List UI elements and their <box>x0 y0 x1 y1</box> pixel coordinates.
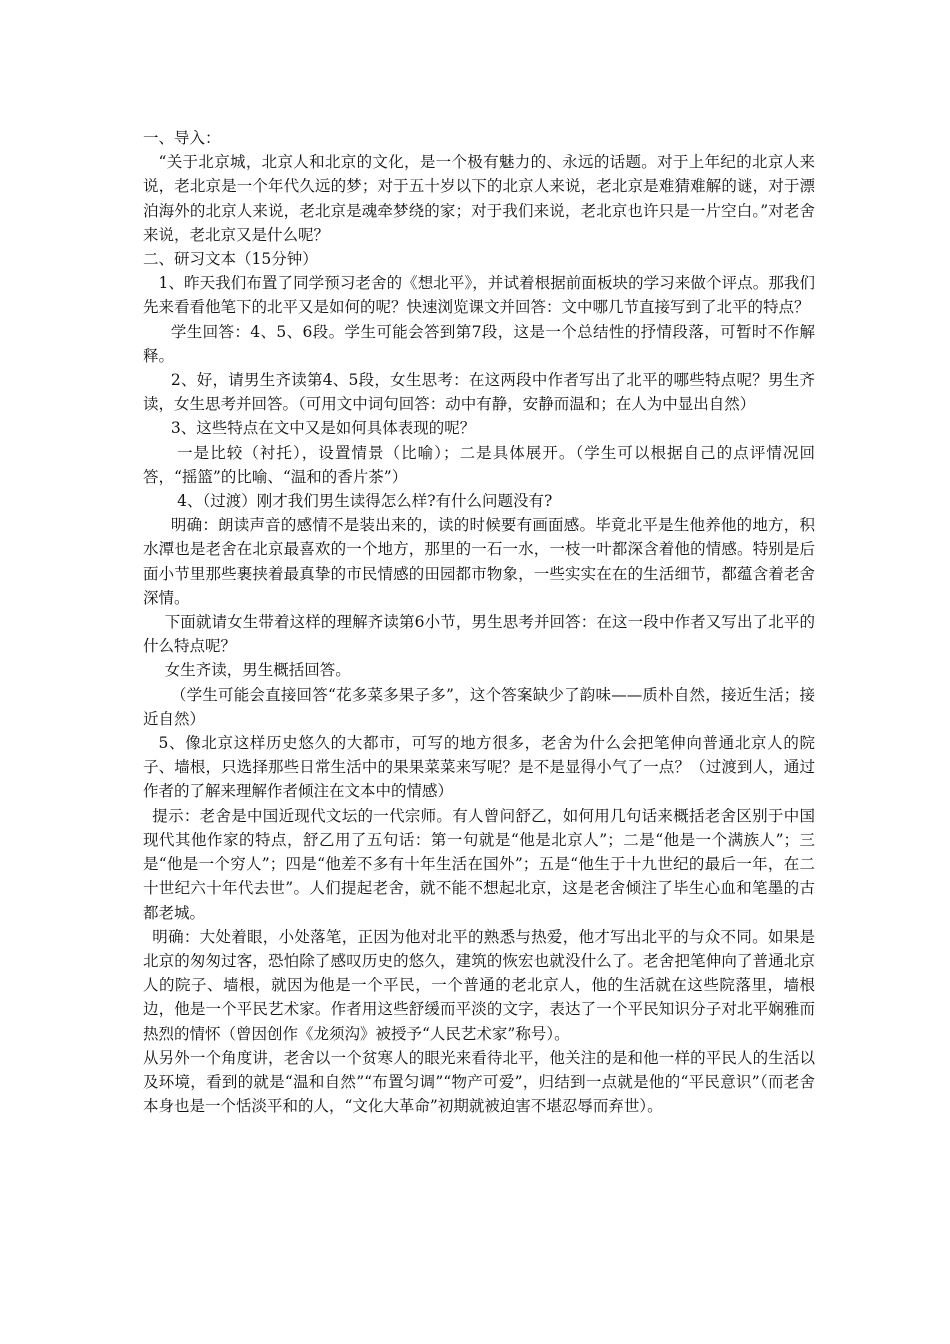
document-body <box>143 126 815 1118</box>
paragraph-student-answer: 学生回答：4、5、6段。学生可能会答到第7段，这是一个总结性的抒情段落，可暂时不作解释。 <box>143 322 815 365</box>
paragraph-quote: “关于北京城，北京人和北京的文化，是一个极有魅力的、永远的话题。对于上年纪的北京人来说，老北京是一个年代久远的梦；对于五十岁以下的北京人来说，老北京是难猜难解的谜，对于漂泊海外的北京人来说，老北京是魂牵梦绕的家；对于我们来说，老北京也许只是一片空白。”对老舍来说，老北京又是什么呢？ <box>143 153 815 244</box>
paragraph-step-3: 3、这些特点在文中又是如何具体表现的呢？ <box>170 419 476 438</box>
paragraph-comparison: 一是比较（衬托），设置情景（比喻）；二是具体展开。（学生可以根据自己的点评情况回答，“摇篮”的比喻、“温和的香片茶”） <box>143 443 815 486</box>
paragraph-girls-answer: 女生齐读，男生概括回答。 <box>164 661 351 680</box>
paragraph-step-4: 4、（过渡）刚才我们男生读得怎么样?有什么问题没有? <box>177 492 553 511</box>
paragraph-step-1: 1、昨天我们布置了同学预习老舍的《想北平》，并试着根据前面板块的学习来做个评点。那我们先来看看他笔下的北平又是如何的呢？快速浏览课文并回答：文中哪几节直接写到了北平的特点？ <box>143 274 815 317</box>
paragraph-step-5: 5、像北京这样历史悠久的大都市，可写的地方很多，老舍为什么会把笔伸向普通北京人的院子、墙根，只选择那些日常生活中的果果菜菜来写呢？是不是显得小气了一点？（过渡到人，通过作者的了解来理解作者倾注在文本中的情感） <box>143 734 815 801</box>
section-heading-study: 二、研习文本（15分钟） <box>143 250 318 269</box>
paragraph-girls-read: 下面就请女生带着这样的理解齐读第6小节，男生思考并回答：在这一段中作者又写出了北平的什么特点呢？ <box>143 613 815 656</box>
paragraph-step-2: 2、好，请男生齐读第4、5段，女生思考：在这两段中作者写出了北平的哪些特点呢？男生齐读，女生思考并回答。（可用文中词句回答：动中有静，安静而温和；在人为中显出自然） <box>143 371 815 414</box>
paragraph-another-angle: 从另外一个角度讲，老舍以一个贫寒人的眼光来看待北平，他关注的是和他一样的平民人的生活以及环境，看到的就是“温和自然”“布置匀调”“物产可爱”，归结到一点就是他的“平民意识”（而老舍本身也是一个恬淡平和的人，“文化大革命”初期就被迫害不堪忍辱而弃世）。 <box>143 1048 815 1116</box>
paragraph-possible-answer: （学生可能会直接回答“花多菜多果子多”，这个答案缺少了韵味——质朴自然，接近生活；接近自然） <box>143 685 815 728</box>
paragraph-clarify-writing: 明确：大处着眼，小处落笔，正因为他对北平的熟悉与热爱，他才写出北平的与众不同。如果是北京的匆匆过客，恐怕除了感叹历史的悠久，建筑的恢宏也就没什么了。老舍把笔伸向了普通北京人的院子、墙根，就因为他是一个平民，一个普通的老北京人，他的生活就在这些院落里，墙根边，他是一个平民艺术家。作者用这些舒缓而平淡的文字，表达了一个平民知识分子对北平娴雅而热烈的情怀（曾因创作《龙须沟》被授予“人民艺术家”称号）。 <box>143 927 815 1043</box>
paragraph-hint: 提示：老舍是中国近现代文坛的一代宗师。有人曾问舒乙，如何用几句话来概括老舍区别于中国现代其他作家的特点，舒乙用了五句话：第一句就是“他是北京人”；二是“他是一个满族人”；三是“他是一个穷人”；四是“他差不多有十年生活在国外”；五是“他生于十九世纪的最后一年，在二十世纪六十年代去世”。人们提起老舍，就不能不想起北京，这是老舍倾注了毕生心血和笔墨的古都老城。 <box>143 806 815 922</box>
section-heading-intro: 一、导入： <box>143 129 221 147</box>
paragraph-clarify-reading: 明确：朗读声音的感情不是装出来的，读的时候要有画面感。毕竟北平是生他养他的地方，积水潭也是老舍在北京最喜欢的一个地方，那里的一石一水，一枝一叶都深含着他的情感。特别是后面小节里那些裹挟着最真挚的市民情感的田园都市物象，一些实实在在的生活细节，都蕴含着老舍深情。 <box>143 516 815 607</box>
